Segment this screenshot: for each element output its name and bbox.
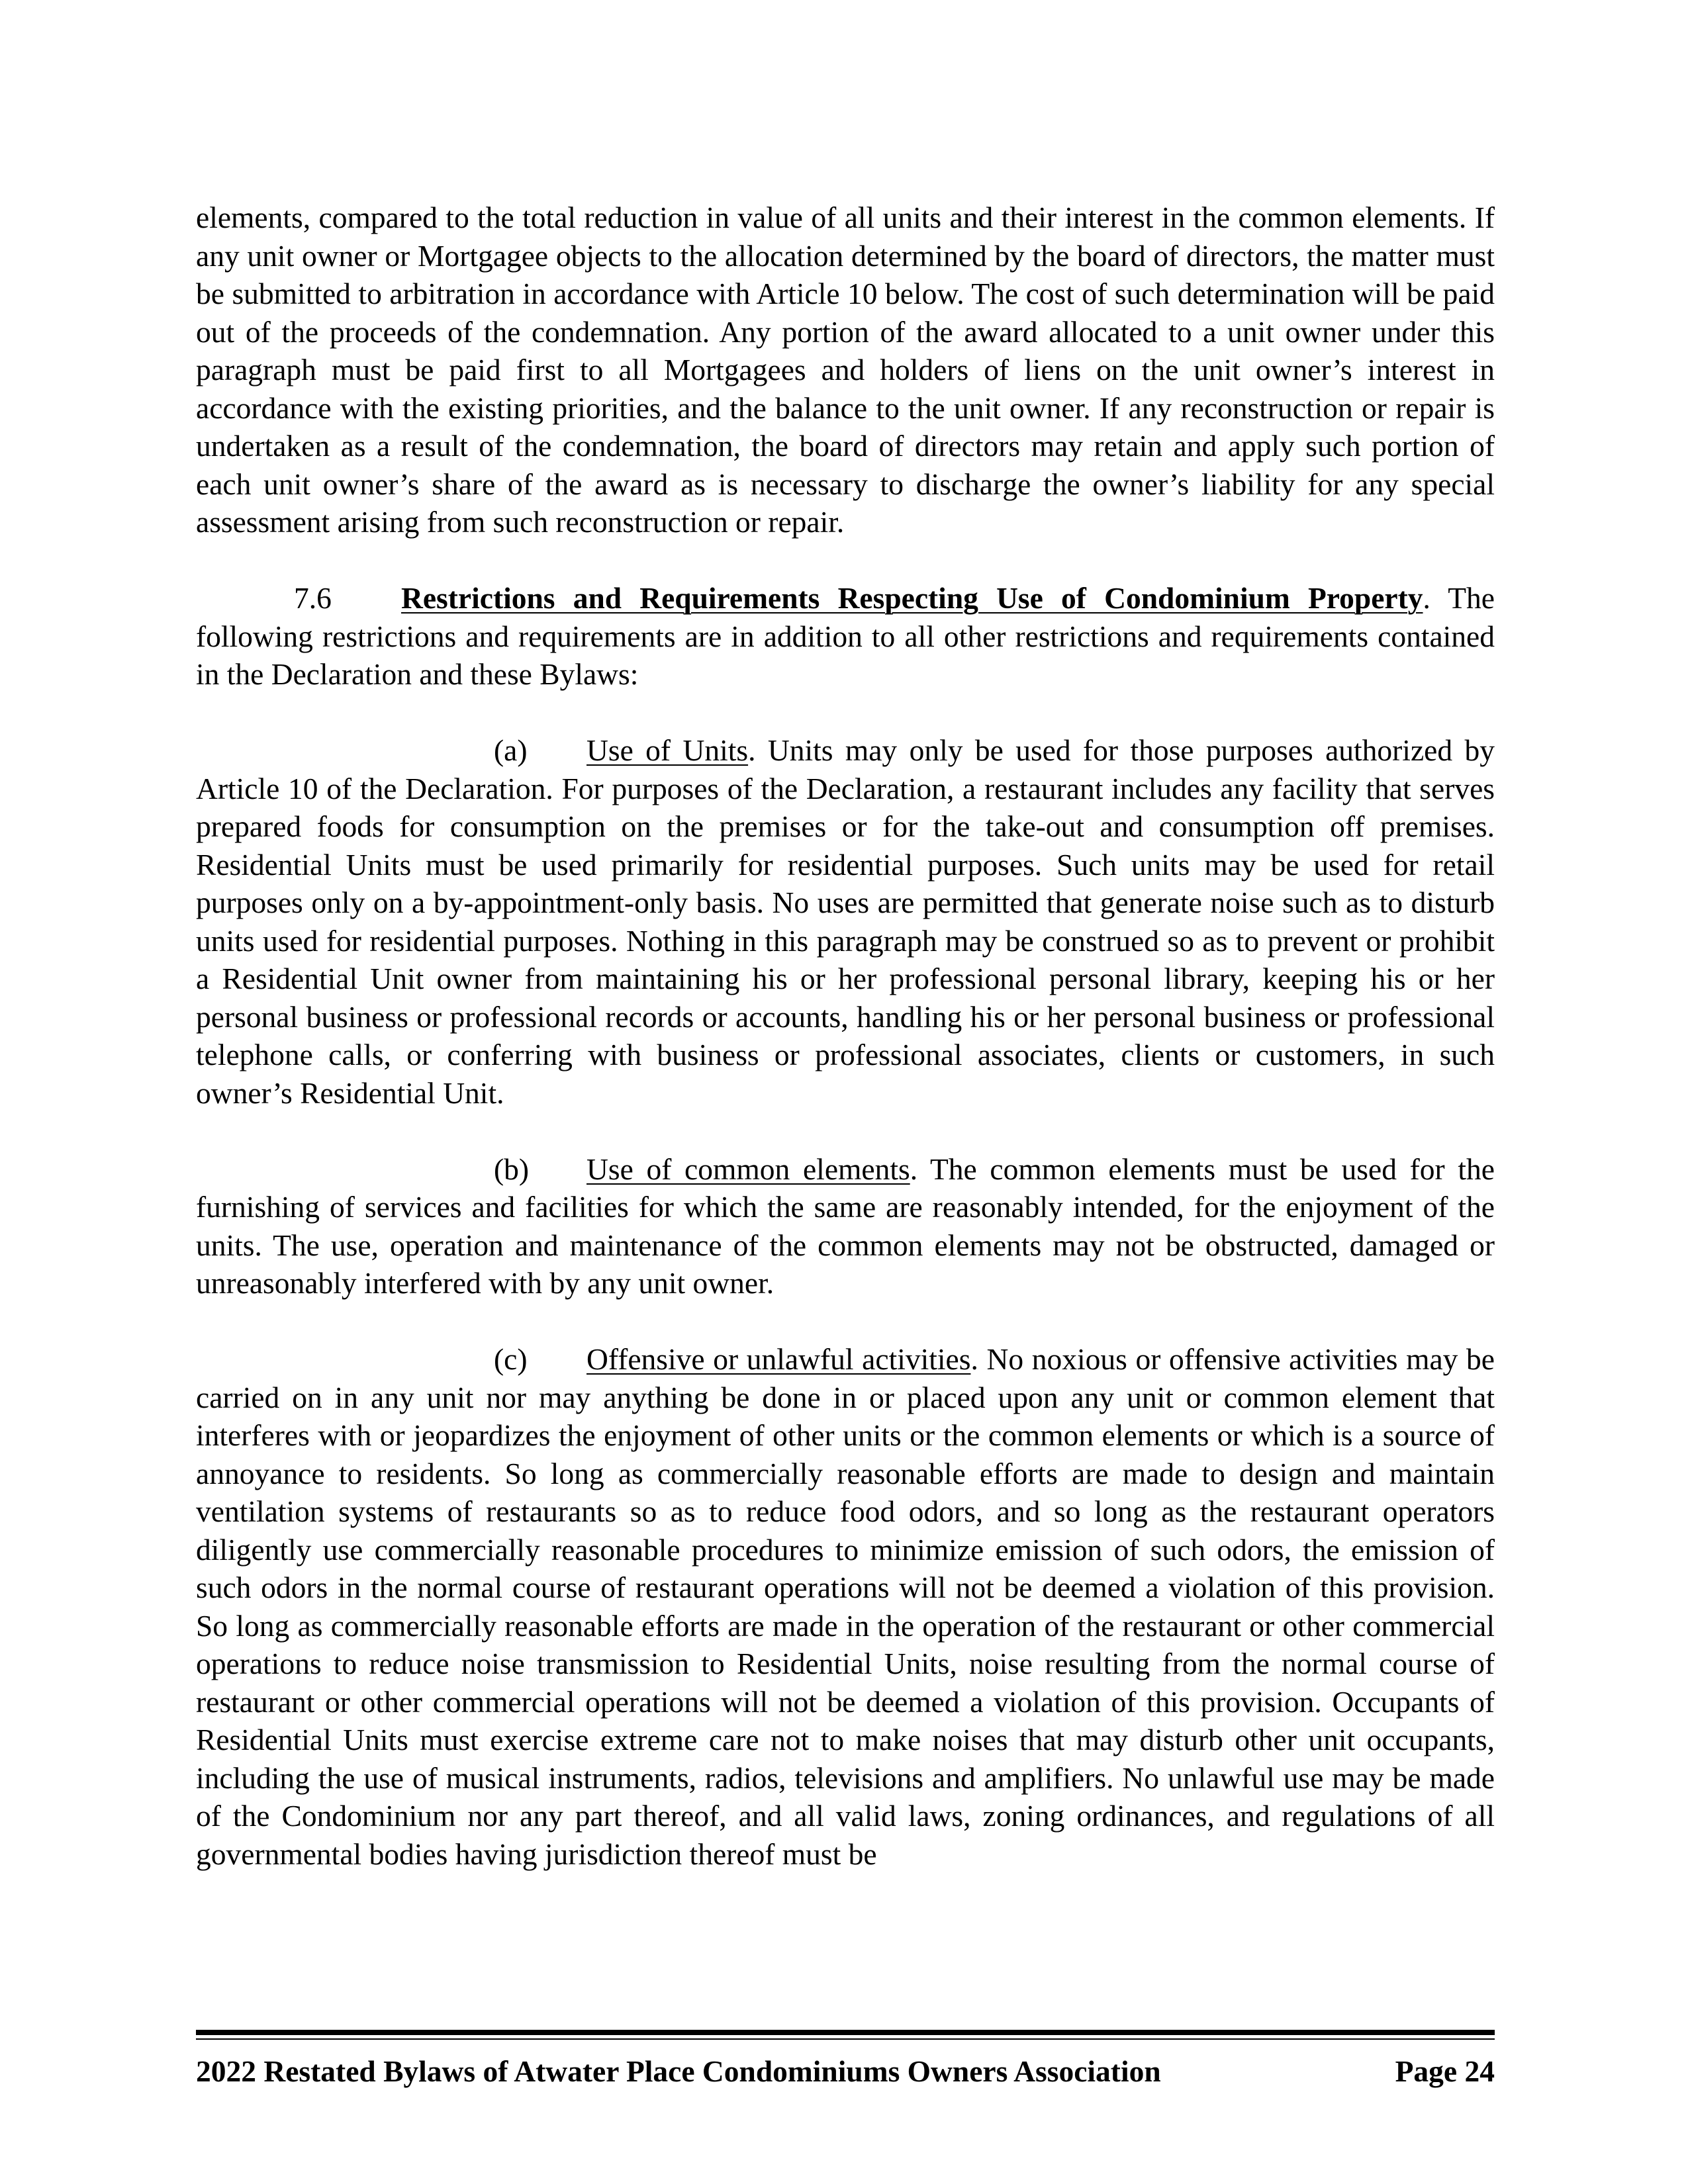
section-7-6-paragraph	[196, 579, 1495, 694]
subsection-c	[196, 1340, 1495, 1873]
subsection-text: . Units may only be used for those purposes authorized by Article 10 of the Declaration. For purposes of the Declaration, a restaurant includes any facility that serves prepared foods for consumption on the premises or for the take-out and consumption off premises. Residential Units must be used primarily for residential purposes. Such units may be used for retail purposes only on a by-appointment-only basis. No uses are permitted that generate noise such as to disturb units used for residential purposes. Nothing in this paragraph may be construed so as to prevent or prohibit a Residential Unit owner from maintaining his or her professional personal library, keeping his or her personal business or professional records or accounts, handling his or her personal business or professional telephone calls, or conferring with business or professional associates, clients or customers, in such owner’s Residential Unit.	[196, 733, 1495, 1110]
footer-rule-thin	[196, 2038, 1495, 2040]
section-intro-text: The following restrictions and requirements are in addition to all other restrictions and requirements contained in the Declaration and these Bylaws:	[196, 581, 1495, 691]
footer-rule-thick	[196, 2030, 1495, 2035]
document-body	[196, 199, 1495, 1873]
section-number: 7.6	[294, 581, 332, 615]
subsection-label: (b)	[494, 1152, 530, 1186]
section-heading: Restrictions and Requirements Respecting Use of Condominium Property	[401, 581, 1423, 615]
subsection-text: . No noxious or offensive activities may be carried on in any unit nor may anything be done in or placed upon any unit or common element that interferes with or jeopardizes the enjoyment of other units or the common elements or which is a source of annoyance to residents. So long as commercially reasonable efforts are made to design and maintain ventilation systems of restaurants so as to reduce food odors, and so long as the restaurant operators diligently use commercially reasonable procedures to minimize emission of such odors, the emission of such odors in the normal course of restaurant operations will not be deemed a violation of this provision. So long as commercially reasonable efforts are made in the operation of the restaurant or other commercial operations to reduce noise transmission to Residential Units, noise resulting from the normal course of restaurant or other commercial operations will not be deemed a violation of this provision. Occupants of Residential Units must exercise extreme care not to make noises that may disturb other unit occupants, including the use of musical instruments, radios, televisions and amplifiers. No unlawful use may be made of the Condominium nor any part thereof, and all valid laws, zoning ordinances, and regulations of all governmental bodies having jurisdiction thereof must be	[196, 1342, 1495, 1871]
paragraph-condemnation-continued: elements, compared to the total reduction in value of all units and their interest in the common elements. If any unit owner or Mortgagee objects to the allocation determined by the board of directors, the matter must be submitted to arbitration in accordance with Article 10 below. The cost of such determination will be paid out of the proceeds of the condemnation. Any portion of the award allocated to a unit owner under this paragraph must be paid first to all Mortgagees and holders of liens on the unit owner’s interest in accordance with the existing priorities, and the balance to the unit owner. If any reconstruction or repair is undertaken as a result of the condemnation, the board of directors may retain and apply such portion of each unit owner’s share of the award as is necessary to discharge the owner’s liability for any special assessment arising from such reconstruction or repair.	[196, 201, 1495, 539]
subsection-title: Use of common elements	[586, 1152, 910, 1186]
section-heading-punctuation: .	[1423, 581, 1430, 615]
subsection-b	[196, 1150, 1495, 1302]
subsection-label: (c)	[494, 1342, 528, 1376]
page-footer	[196, 2053, 1495, 2090]
subsection-text: . The common elements must be used for the furnishing of services and facilities for which the same are reasonably intended, for the enjoyment of the units. The use, operation and maintenance of the common elements may not be obstructed, damaged or unreasonably interfered with by any unit owner.	[196, 1152, 1495, 1300]
subsection-a	[196, 731, 1495, 1112]
subsection-label: (a)	[494, 733, 528, 767]
footer-page-number: Page 24	[1395, 2054, 1495, 2088]
subsection-title: Offensive or unlawful activities	[586, 1342, 971, 1376]
subsection-title: Use of Units	[586, 733, 749, 767]
footer-document-title: 2022 Restated Bylaws of Atwater Place Condominiums Owners Association	[196, 2054, 1161, 2088]
